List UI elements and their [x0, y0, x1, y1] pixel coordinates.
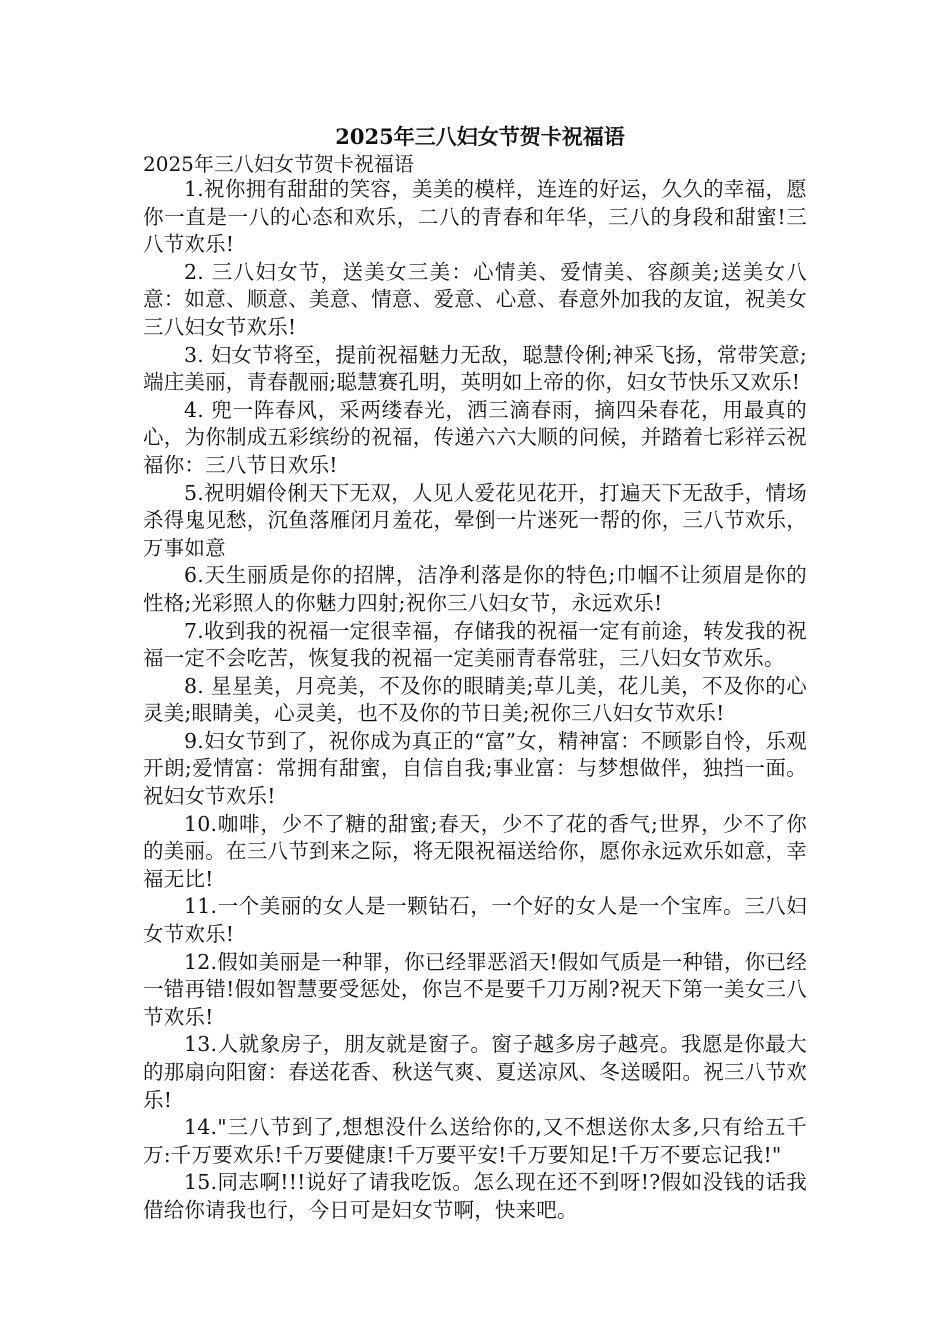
document-subtitle: 2025年三八妇女节贺卡祝福语 — [143, 152, 414, 176]
paragraph-12: 12.假如美丽是一种罪，你已经罪恶滔天!假如气质是一种错，你已经一错再错!假如智慧要受惩处，你岂不是要千刀万剐?祝天下第一美女三八节欢乐! — [143, 949, 807, 1029]
paragraph-5: 5.祝明媚伶俐天下无双，人见人爱花见花开，打遍天下无敌手，情场杀得鬼见愁，沉鱼落雁闭月羞花，晕倒一片迷死一帮的你，三八节欢乐，万事如意 — [143, 480, 807, 560]
paragraph-13: 13.人就象房子，朋友就是窗子。窗子越多房子越亮。我愿是你最大的那扇向阳窗：春送花香、秋送气爽、夏送凉风、冬送暖阳。祝三八节欢乐! — [143, 1032, 807, 1112]
document-page — [143, 122, 807, 1225]
paragraph-10: 10.咖啡，少不了糖的甜蜜;春天，少不了花的香气;世界，少不了你的美丽。在三八节到来之际，将无限祝福送给你，愿你永远欢乐如意，幸福无比! — [143, 811, 807, 891]
paragraph-2: 2. 三八妇女节，送美女三美：心情美、爱情美、容颜美;送美女八意：如意、顺意、美意、情意、爱意、心意、春意外加我的友谊，祝美女三八妇女节欢乐! — [143, 259, 807, 339]
paragraph-3: 3. 妇女节将至，提前祝福魅力无敌，聪慧伶俐;神采飞扬，常带笑意;端庄美丽，青春靓丽;聪慧赛孔明，英明如上帝的你，妇女节快乐又欢乐! — [143, 342, 807, 395]
paragraph-8: 8. 星星美，月亮美，不及你的眼睛美;草儿美，花儿美，不及你的心灵美;眼睛美，心灵美，也不及你的节日美;祝你三八妇女节欢乐! — [143, 673, 807, 726]
paragraph-15: 15.同志啊!!!说好了请我吃饭。怎么现在还不到呀!?假如没钱的话我借给你请我也行，今日可是妇女节啊，快来吧。 — [143, 1170, 807, 1222]
paragraph-1: 1.祝你拥有甜甜的笑容，美美的模样，连连的好运，久久的幸福，愿你一直是一八的心态和欢乐，二八的青春和年华，三八的身段和甜蜜!三八节欢乐! — [143, 177, 807, 257]
paragraph-4: 4. 兜一阵春风，采两缕春光，洒三滴春雨，摘四朵春花，用最真的心，为你制成五彩缤纷的祝福，传递六六大顺的问候，并踏着七彩祥云祝福你：三八节日欢乐! — [143, 397, 807, 477]
paragraph-9: 9.妇女节到了，祝你成为真正的“富”女，精神富：不顾影自怜，乐观开朗;爱情富：常拥有甜蜜，自信自我;事业富：与梦想做伴，独挡一面。祝妇女节欢乐! — [143, 728, 807, 809]
paragraph-14: 14."三八节到了,想想没什么送给你的,又不想送你太多,只有给五千万:千万要欢乐!千万要健康!千万要平安!千万要知足!千万不要忘记我!" — [143, 1115, 807, 1167]
document-title: 2025年三八妇女节贺卡祝福语 — [335, 124, 625, 149]
paragraph-7: 7.收到我的祝福一定很幸福，存储我的祝福一定有前途，转发我的祝福一定不会吃苦，恢复我的祝福一定美丽青春常驻，三八妇女节欢乐。 — [143, 618, 807, 671]
paragraph-11: 11.一个美丽的女人是一颗钻石，一个好的女人是一个宝库。三八妇女节欢乐! — [143, 894, 807, 947]
paragraph-6: 6.天生丽质是你的招牌，洁净利落是你的特色;巾帼不让须眉是你的性格;光彩照人的你魅力四射;祝你三八妇女节，永远欢乐! — [143, 563, 807, 615]
